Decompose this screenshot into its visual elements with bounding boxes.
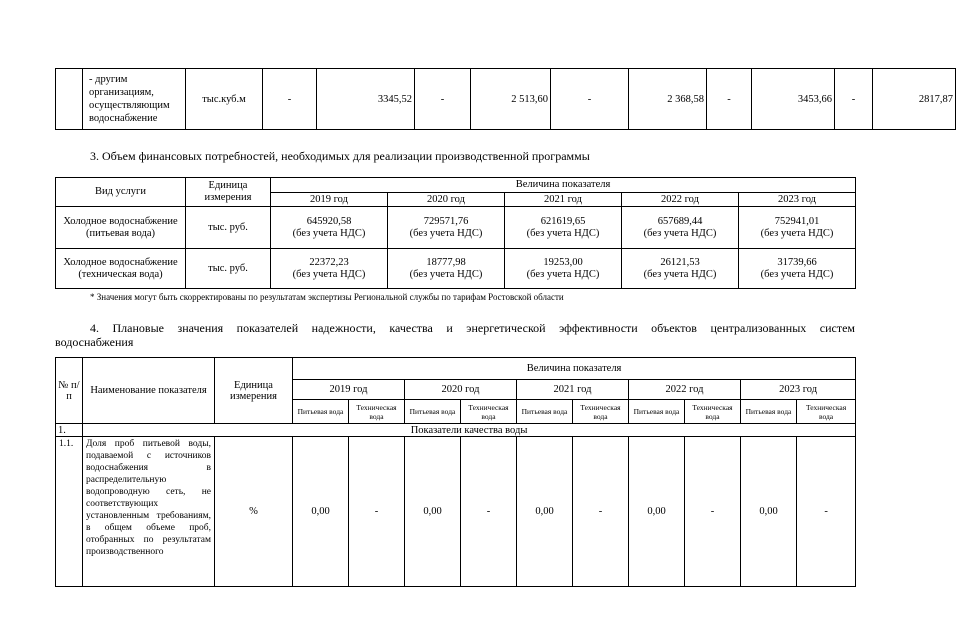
value-cell: - bbox=[573, 437, 629, 587]
previous-table bbox=[55, 68, 956, 130]
year-header: 2023 год bbox=[739, 193, 856, 207]
sub-header-drinking: Питьевая вода bbox=[405, 400, 461, 424]
value-cell: 18777,98 (без учета НДС) bbox=[388, 249, 505, 289]
table-row bbox=[56, 207, 856, 249]
value-cell: 2 513,60 bbox=[471, 69, 551, 130]
year-header: 2020 год bbox=[405, 380, 517, 400]
table-row bbox=[56, 69, 956, 130]
indicators-table bbox=[55, 357, 856, 587]
row-name: Доля проб питьевой воды, подаваемой с источников водоснабжения в распределительную водопроводную сеть, не соответствующих установленным требованиям, в общем объеме проб, отобранных по результатам производственного bbox=[83, 437, 215, 587]
value-cell: - bbox=[461, 437, 517, 587]
sub-header-technical: Техническая вода bbox=[461, 400, 517, 424]
group-title: Показатели качества воды bbox=[83, 424, 856, 437]
value-cell: - bbox=[349, 437, 405, 587]
col-num-header: № п/п bbox=[56, 358, 83, 424]
value-cell: 0,00 bbox=[629, 437, 685, 587]
unit-cell: % bbox=[215, 437, 293, 587]
value-cell: 752941,01 (без учета НДС) bbox=[739, 207, 856, 249]
col-unit-header: Единица измерения bbox=[215, 358, 293, 424]
sub-header-drinking: Питьевая вода bbox=[293, 400, 349, 424]
value-cell: 19253,00 (без учета НДС) bbox=[505, 249, 622, 289]
year-header: 2021 год bbox=[517, 380, 629, 400]
value-cell: - bbox=[263, 69, 317, 130]
col-value-header: Величина показателя bbox=[271, 178, 856, 193]
section4-heading-line2: водоснабжения bbox=[55, 335, 134, 349]
value-cell: 0,00 bbox=[741, 437, 797, 587]
value-cell: 3345,52 bbox=[317, 69, 415, 130]
value-cell: 729571,76 (без учета НДС) bbox=[388, 207, 505, 249]
unit-cell: тыс. руб. bbox=[186, 207, 271, 249]
value-cell: 2 368,58 bbox=[629, 69, 707, 130]
footnote: * Значения могут быть скорректированы по результатам экспертизы Региональной службы по тарифам Ростовской области bbox=[90, 292, 564, 302]
table-row bbox=[56, 249, 856, 289]
value-cell: 645920,58 (без учета НДС) bbox=[271, 207, 388, 249]
value-cell: 31739,66 (без учета НДС) bbox=[739, 249, 856, 289]
sub-header-drinking: Питьевая вода bbox=[741, 400, 797, 424]
col-service-header: Вид услуги bbox=[56, 178, 186, 207]
year-header: 2022 год bbox=[622, 193, 739, 207]
year-header: 2021 год bbox=[505, 193, 622, 207]
row-label: - другим организациям, осуществляющим водоснабжение bbox=[83, 69, 186, 130]
group-num: 1. bbox=[56, 424, 83, 437]
value-cell: 0,00 bbox=[293, 437, 349, 587]
col-unit-header: Единица измерения bbox=[186, 178, 271, 207]
year-header: 2019 год bbox=[271, 193, 388, 207]
table-row bbox=[56, 437, 856, 587]
value-cell: 657689,44 (без учета НДС) bbox=[622, 207, 739, 249]
sub-header-drinking: Питьевая вода bbox=[517, 400, 573, 424]
value-cell: - bbox=[797, 437, 856, 587]
value-cell: 621619,65 (без учета НДС) bbox=[505, 207, 622, 249]
sub-header-technical: Техническая вода bbox=[349, 400, 405, 424]
value-cell: - bbox=[551, 69, 629, 130]
year-header: 2019 год bbox=[293, 380, 405, 400]
value-cell: - bbox=[685, 437, 741, 587]
year-header: 2020 год bbox=[388, 193, 505, 207]
value-cell: 3453,66 bbox=[752, 69, 835, 130]
value-cell: - bbox=[707, 69, 752, 130]
value-cell: 0,00 bbox=[517, 437, 573, 587]
section4-heading bbox=[55, 321, 855, 349]
unit-cell: тыс.куб.м bbox=[186, 69, 263, 130]
sub-header-drinking: Питьевая вода bbox=[629, 400, 685, 424]
sub-header-technical: Техническая вода bbox=[573, 400, 629, 424]
value-cell: - bbox=[835, 69, 873, 130]
sub-header-technical: Техническая вода bbox=[685, 400, 741, 424]
row-num: 1.1. bbox=[56, 437, 83, 587]
year-header: 2023 год bbox=[741, 380, 856, 400]
blank-cell bbox=[56, 69, 83, 130]
finance-table bbox=[55, 177, 856, 289]
value-cell: 26121,53 (без учета НДС) bbox=[622, 249, 739, 289]
group-row bbox=[56, 424, 856, 437]
value-cell: 22372,23 (без учета НДС) bbox=[271, 249, 388, 289]
section4-heading-line1: 4. Плановые значения показателей надежности, качества и энергетической эффективности объектов централизованных систем bbox=[90, 321, 855, 335]
service-cell: Холодное водоснабжение (питьевая вода) bbox=[56, 207, 186, 249]
service-cell: Холодное водоснабжение (техническая вода) bbox=[56, 249, 186, 289]
year-header: 2022 год bbox=[629, 380, 741, 400]
unit-cell: тыс. руб. bbox=[186, 249, 271, 289]
col-name-header: Наименование показателя bbox=[83, 358, 215, 424]
section3-heading: 3. Объем финансовых потребностей, необходимых для реализации производственной программы bbox=[90, 149, 590, 163]
value-cell: 2817,87 bbox=[873, 69, 956, 130]
col-value-header: Величина показателя bbox=[293, 358, 856, 380]
value-cell: - bbox=[415, 69, 471, 130]
sub-header-technical: Техническая вода bbox=[797, 400, 856, 424]
value-cell: 0,00 bbox=[405, 437, 461, 587]
